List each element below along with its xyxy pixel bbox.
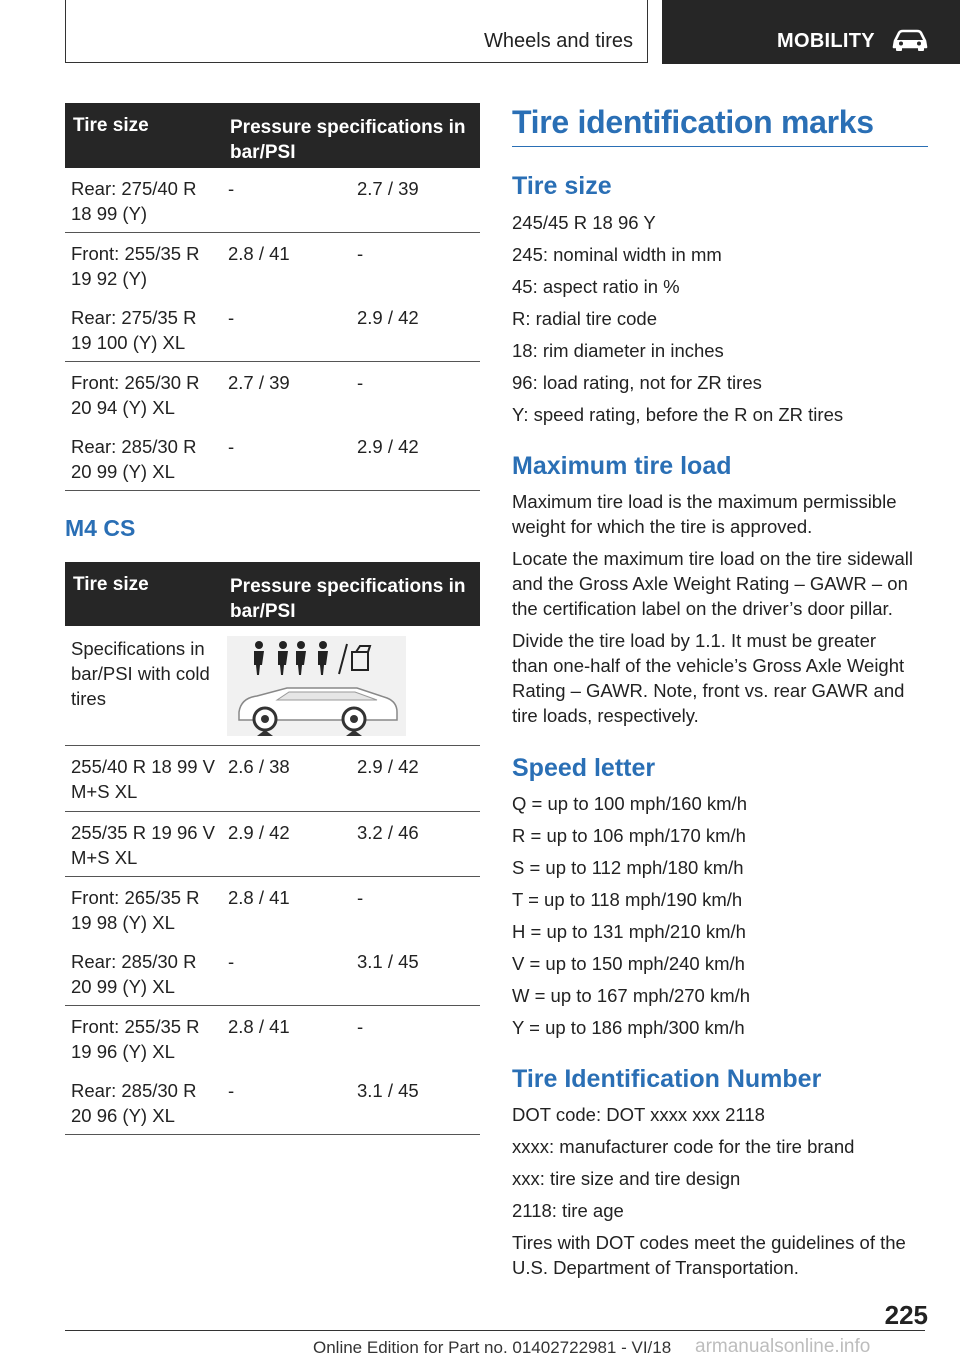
text-line: tire loads, respectively. bbox=[512, 705, 699, 726]
col-tire-size: Tire size bbox=[73, 574, 149, 595]
pressure-table-2 bbox=[65, 562, 480, 1135]
cell-size: Front: 255/35 R 19 96 (Y) XL bbox=[71, 1016, 200, 1062]
text-line: Locate the maximum tire load on the tire sidewall bbox=[512, 548, 914, 569]
cell-size: Front: 255/35 R 19 92 (Y) bbox=[71, 243, 200, 289]
text-line: xxx: tire size and tire design bbox=[512, 1168, 741, 1189]
text-line: Maximum tire load is the maximum permissible bbox=[512, 491, 897, 512]
cell-size: Rear: 285/30 R 20 96 (Y) XL bbox=[71, 1080, 197, 1126]
footer-divider bbox=[65, 1330, 925, 1331]
person-icon bbox=[254, 641, 328, 675]
cell-front: 2.6 / 38 bbox=[228, 756, 290, 777]
page-number: 225 bbox=[884, 1300, 928, 1330]
table-header bbox=[65, 562, 480, 626]
text-line: 2118: tire age bbox=[512, 1200, 624, 1221]
pressure-table-1 bbox=[65, 103, 480, 491]
text-line: DOT code: DOT xxxx xxx 2118 bbox=[512, 1104, 765, 1125]
text-line: T = up to 118 mph/190 km/h bbox=[512, 889, 743, 910]
text-line: U.S. Department of Transportation. bbox=[512, 1257, 799, 1278]
text-line: V = up to 150 mph/240 km/h bbox=[512, 953, 745, 974]
table-row bbox=[65, 1006, 480, 1135]
cell-size: Rear: 275/35 R 19 100 (Y) XL bbox=[71, 307, 197, 353]
table-row bbox=[65, 233, 480, 362]
cell-rear: - bbox=[357, 887, 364, 908]
text-line: than one-half of the vehicle’s Gross Axle Weight bbox=[512, 655, 905, 676]
cell-front: 2.8 / 41 bbox=[228, 1016, 290, 1037]
cell-rear: 2.7 / 39 bbox=[357, 178, 419, 199]
text-line: R: radial tire code bbox=[512, 308, 657, 329]
cell-front: 2.7 / 39 bbox=[228, 372, 290, 393]
cell-rear: 2.9 / 42 bbox=[357, 307, 419, 328]
cell-front: - bbox=[228, 178, 235, 199]
text-line: Q = up to 100 mph/160 km/h bbox=[512, 793, 747, 814]
text-line: 96: load rating, not for ZR tires bbox=[512, 372, 762, 393]
text-line: 45: aspect ratio in % bbox=[512, 276, 680, 297]
heading-speed-letter: Speed letter bbox=[512, 754, 656, 782]
text-line: Y: speed rating, before the R on ZR tires bbox=[512, 404, 844, 425]
table-row bbox=[65, 168, 480, 233]
page-title: Tire identification marks bbox=[512, 104, 874, 140]
m4cs-heading: M4 CS bbox=[65, 515, 136, 541]
cell-size: Rear: 285/30 R 20 99 (Y) XL bbox=[71, 436, 197, 482]
text-line: W = up to 167 mph/270 km/h bbox=[512, 985, 751, 1006]
cell-front: 2.8 / 41 bbox=[228, 243, 290, 264]
cell-size: Rear: 275/40 R 18 99 (Y) bbox=[71, 178, 197, 224]
watermark: armanualsonline.info bbox=[695, 1336, 871, 1357]
text-line: H = up to 131 mph/210 km/h bbox=[512, 921, 746, 942]
table-row bbox=[65, 877, 480, 1006]
text-line: Divide the tire load by 1.1. It must be greater bbox=[512, 630, 877, 651]
text-line: 245/45 R 18 96 Y bbox=[512, 212, 656, 233]
table-row-spec bbox=[65, 626, 480, 746]
cell-size: 255/35 R 19 96 V M+S XL bbox=[71, 822, 215, 868]
table-row bbox=[65, 746, 480, 812]
cell-size: Rear: 285/30 R 20 99 (Y) XL bbox=[71, 951, 197, 997]
col-pressure: Pressure specifications in bar/PSI bbox=[230, 117, 466, 163]
cell-rear: 3.1 / 45 bbox=[357, 1080, 419, 1101]
cell-size: Front: 265/35 R 19 98 (Y) XL bbox=[71, 887, 200, 933]
car-icon bbox=[892, 27, 928, 58]
text-line: 245: nominal width in mm bbox=[512, 244, 722, 265]
cell-spec-label: Specifications in bar/PSI with cold tires bbox=[71, 638, 210, 709]
text-line: xxxx: manufacturer code for the tire brand bbox=[512, 1136, 855, 1157]
heading-tin: Tire Identification Number bbox=[512, 1065, 822, 1093]
cell-rear: - bbox=[357, 243, 364, 264]
table-row bbox=[65, 362, 480, 491]
cell-rear: - bbox=[357, 1016, 364, 1037]
cell-front: - bbox=[228, 436, 235, 457]
text-line: R = up to 106 mph/170 km/h bbox=[512, 825, 746, 846]
header-chapter-bar bbox=[662, 0, 960, 64]
cell-rear: 3.1 / 45 bbox=[357, 951, 419, 972]
text-line: Rating – GAWR. Note, front vs. rear GAWR and bbox=[512, 680, 905, 701]
cell-rear: 2.9 / 42 bbox=[357, 756, 419, 777]
text-line: weight for which the tire is approved. bbox=[512, 516, 813, 537]
header-section-box bbox=[65, 0, 648, 63]
cell-front: - bbox=[228, 307, 235, 328]
text-line: and the Gross Axle Weight Rating – GAWR – on bbox=[512, 573, 908, 594]
luggage-icon bbox=[352, 646, 370, 670]
edition-text: Online Edition for Part no. 01402722981 - VI/18 bbox=[313, 1338, 672, 1357]
header-section-title: Wheels and tires bbox=[484, 30, 633, 52]
text-line: S = up to 112 mph/180 km/h bbox=[512, 857, 744, 878]
load-diagram bbox=[227, 636, 406, 736]
text-line: 18: rim diameter in inches bbox=[512, 340, 724, 361]
table-header bbox=[65, 103, 480, 168]
text-line: Tires with DOT codes meet the guidelines of the bbox=[512, 1232, 906, 1253]
cell-front: - bbox=[228, 1080, 235, 1101]
text-line: the certification label on the driver’s door pillar. bbox=[512, 598, 893, 619]
cell-rear: 3.2 / 46 bbox=[357, 822, 419, 843]
cell-front: 2.9 / 42 bbox=[228, 822, 290, 843]
cell-size: Front: 265/30 R 20 94 (Y) XL bbox=[71, 372, 200, 418]
cell-size: 255/40 R 18 99 V M+S XL bbox=[71, 756, 215, 802]
cell-front: - bbox=[228, 951, 235, 972]
col-tire-size: Tire size bbox=[73, 115, 149, 136]
cell-rear: - bbox=[357, 372, 364, 393]
cell-front: 2.8 / 41 bbox=[228, 887, 290, 908]
col-pressure: Pressure specifications in bar/PSI bbox=[230, 576, 466, 622]
cell-rear: 2.9 / 42 bbox=[357, 436, 419, 457]
heading-tire-size: Tire size bbox=[512, 172, 612, 200]
title-divider bbox=[512, 146, 928, 147]
text-line: Y = up to 186 mph/300 km/h bbox=[512, 1017, 745, 1038]
heading-max-load: Maximum tire load bbox=[512, 452, 732, 480]
table-row bbox=[65, 812, 480, 877]
header-chapter-title: MOBILITY bbox=[777, 30, 875, 52]
